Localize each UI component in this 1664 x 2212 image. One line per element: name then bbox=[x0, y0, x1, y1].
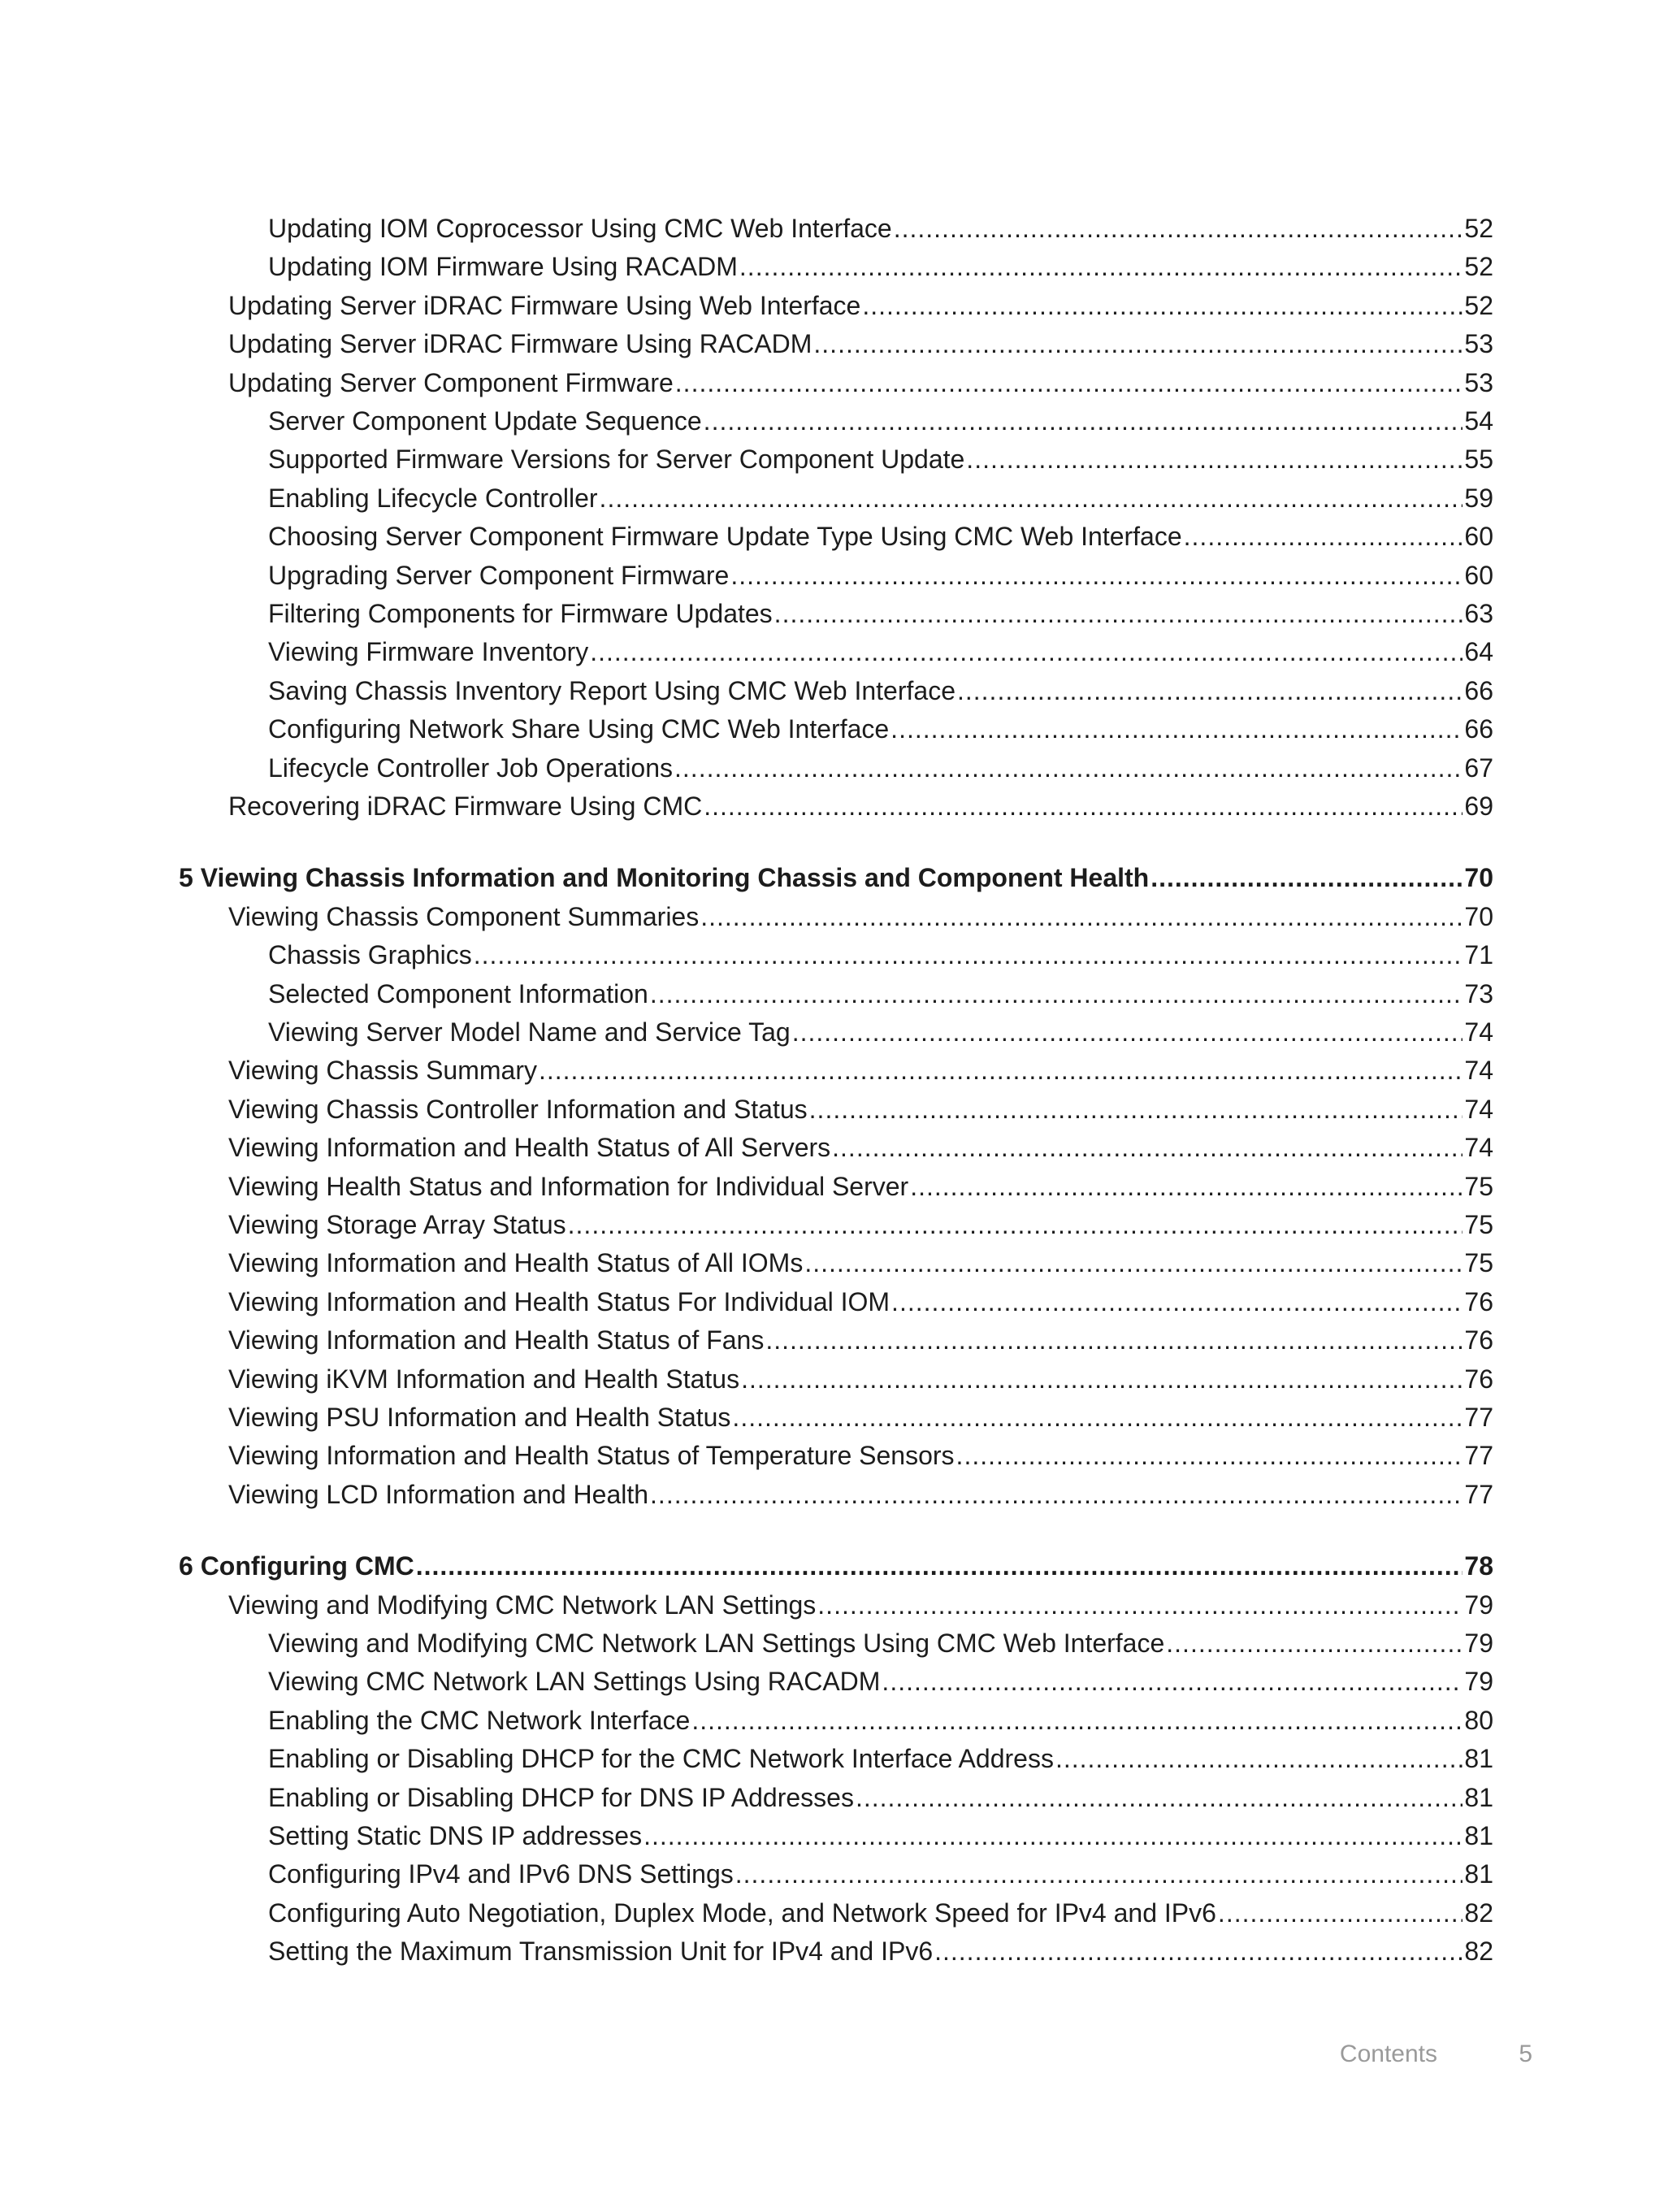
toc-entry-title: Chassis Graphics bbox=[268, 940, 472, 969]
toc-entry[interactable] bbox=[268, 1892, 1493, 1929]
toc-dot-leader bbox=[732, 1401, 1462, 1433]
toc-entry-page: 54 bbox=[1464, 406, 1493, 436]
toc-entry[interactable] bbox=[228, 1088, 1493, 1126]
toc-dot-leader bbox=[817, 1589, 1462, 1621]
toc-entry-title: Selected Component Information bbox=[268, 979, 648, 1008]
toc-dot-leader bbox=[1166, 1627, 1462, 1659]
toc-entry-page: 52 bbox=[1464, 291, 1493, 320]
page-footer bbox=[0, 2038, 1664, 2071]
toc-entry-page: 81 bbox=[1464, 1821, 1493, 1850]
toc-entry-page: 60 bbox=[1464, 561, 1493, 590]
toc-entry[interactable] bbox=[268, 1622, 1493, 1659]
toc-entry-page: 77 bbox=[1464, 1403, 1493, 1432]
toc-entry[interactable] bbox=[228, 284, 1493, 322]
toc-entry-title: Viewing Information and Health Status of All IOMs bbox=[228, 1248, 804, 1277]
toc-entry-page: 80 bbox=[1464, 1706, 1493, 1735]
toc-entry-title: Viewing LCD Information and Health bbox=[228, 1480, 649, 1509]
toc-dot-leader bbox=[644, 1819, 1462, 1852]
toc-entry-title: Configuring IPv4 and IPv6 DNS Settings bbox=[268, 1859, 734, 1889]
footer-section-label: Contents bbox=[1339, 2041, 1437, 2067]
toc-dot-leader bbox=[862, 289, 1462, 322]
toc-entry-title: Setting Static DNS IP addresses bbox=[268, 1821, 643, 1850]
toc-entry[interactable] bbox=[228, 1584, 1493, 1621]
toc-entry-title: Updating Server iDRAC Firmware Using Web Interface bbox=[228, 291, 861, 320]
toc-entry-page: 77 bbox=[1464, 1480, 1493, 1509]
toc-entry-title: Viewing Health Status and Information for Individual Server bbox=[228, 1172, 909, 1201]
toc-entry[interactable] bbox=[268, 1699, 1493, 1737]
toc-entry[interactable] bbox=[268, 1737, 1493, 1775]
toc-entry-title: Updating Server iDRAC Firmware Using RACADM bbox=[228, 329, 812, 358]
toc-entry-title: Viewing Chassis Component Summaries bbox=[228, 902, 700, 931]
toc-dot-leader bbox=[691, 1704, 1462, 1737]
toc-entry[interactable] bbox=[228, 1281, 1493, 1318]
toc-dot-leader bbox=[832, 1131, 1462, 1164]
toc-entry[interactable] bbox=[228, 1434, 1493, 1472]
toc-dot-leader bbox=[650, 1478, 1462, 1511]
toc-dot-leader bbox=[474, 939, 1463, 971]
toc-dot-leader bbox=[809, 1093, 1463, 1126]
toc-entry[interactable] bbox=[228, 323, 1493, 360]
toc-entry-page: 59 bbox=[1464, 484, 1493, 513]
toc-entry-title: Enabling or Disabling DHCP for the CMC Network Interface Address bbox=[268, 1744, 1054, 1773]
toc-entry-page: 74 bbox=[1464, 1095, 1493, 1124]
toc-entry-page: 76 bbox=[1464, 1364, 1493, 1394]
toc-entry[interactable] bbox=[268, 631, 1493, 668]
toc-entry[interactable] bbox=[228, 1319, 1493, 1356]
toc-entry-page: 74 bbox=[1464, 1133, 1493, 1162]
toc-entry-title: Enabling the CMC Network Interface bbox=[268, 1706, 691, 1735]
toc-dot-leader bbox=[792, 1016, 1463, 1048]
toc-dot-leader bbox=[739, 250, 1463, 283]
toc-dot-leader bbox=[891, 1286, 1462, 1318]
toc-entry[interactable] bbox=[268, 1930, 1493, 1967]
toc-dot-leader bbox=[1150, 861, 1462, 894]
toc-dot-leader bbox=[704, 405, 1463, 437]
toc-entry-title: Updating IOM Coprocessor Using CMC Web Interface bbox=[268, 214, 892, 243]
toc-entry-title: Choosing Server Component Firmware Update Type Using CMC Web Interface bbox=[268, 522, 1182, 551]
toc-entry-page: 74 bbox=[1464, 1056, 1493, 1085]
toc-entry-title: Viewing iKVM Information and Health Status bbox=[228, 1364, 740, 1394]
toc-dot-leader bbox=[735, 1858, 1463, 1890]
toc-entry-page: 52 bbox=[1464, 214, 1493, 243]
toc-dot-leader bbox=[590, 635, 1462, 668]
toc-entry-title: Lifecycle Controller Job Operations bbox=[268, 753, 674, 783]
toc-entry-page: 64 bbox=[1464, 637, 1493, 666]
toc-entry[interactable] bbox=[268, 515, 1493, 553]
toc-entry-page: 70 bbox=[1464, 863, 1493, 892]
toc-entry-page: 71 bbox=[1464, 940, 1493, 969]
toc-dot-leader bbox=[910, 1170, 1462, 1203]
toc-dot-leader bbox=[890, 713, 1462, 745]
toc-entry-title: Configuring Network Share Using CMC Web Interface bbox=[268, 714, 890, 744]
toc-entry-title: Updating IOM Firmware Using RACADM bbox=[268, 252, 738, 281]
toc-entry-title: Setting the Maximum Transmission Unit for IPv4 and IPv6 bbox=[268, 1937, 934, 1966]
toc-dot-leader bbox=[704, 790, 1462, 822]
toc-dot-leader bbox=[804, 1247, 1462, 1279]
toc-entry-page: 75 bbox=[1464, 1172, 1493, 1201]
toc-entry[interactable] bbox=[268, 1011, 1493, 1048]
toc-entry-page: 70 bbox=[1464, 902, 1493, 931]
toc-entry[interactable] bbox=[268, 973, 1493, 1010]
toc-entry-page: 55 bbox=[1464, 445, 1493, 474]
toc-entry[interactable] bbox=[268, 400, 1493, 437]
toc-dot-leader bbox=[650, 978, 1463, 1010]
toc-entry[interactable] bbox=[268, 1853, 1493, 1890]
toc-entry-page: 75 bbox=[1464, 1248, 1493, 1277]
toc-entry-title: Enabling or Disabling DHCP for DNS IP Addresses bbox=[268, 1783, 854, 1812]
toc-entry-title: Recovering iDRAC Firmware Using CMC bbox=[228, 792, 703, 821]
toc-entry-page: 53 bbox=[1464, 368, 1493, 397]
toc-entry-title: Viewing Storage Array Status bbox=[228, 1210, 566, 1239]
toc-entry[interactable] bbox=[268, 592, 1493, 630]
toc-entry-title: Configuring Auto Negotiation, Duplex Mode, and Network Speed for IPv4 and IPv6 bbox=[268, 1898, 1216, 1928]
toc-entry[interactable] bbox=[228, 1396, 1493, 1433]
toc-entry[interactable] bbox=[228, 1242, 1493, 1279]
toc-entry[interactable] bbox=[228, 1049, 1493, 1086]
toc-entry-title: Viewing PSU Information and Health Status bbox=[228, 1403, 731, 1432]
toc-entry-title: Updating Server Component Firmware bbox=[228, 368, 674, 397]
toc-dot-leader bbox=[934, 1935, 1462, 1967]
toc-entry-page: 79 bbox=[1464, 1629, 1493, 1658]
toc-entry[interactable] bbox=[268, 438, 1493, 475]
toc-entry-page: 79 bbox=[1464, 1667, 1493, 1696]
toc-entry-page: 52 bbox=[1464, 252, 1493, 281]
toc-dot-leader bbox=[741, 1363, 1462, 1395]
toc-entry-title: Viewing CMC Network LAN Settings Using RACADM bbox=[268, 1667, 881, 1696]
toc-entry-title: Saving Chassis Inventory Report Using CMC Web Interface bbox=[268, 676, 956, 705]
toc-entry-title: Viewing and Modifying CMC Network LAN Settings Using CMC Web Interface bbox=[268, 1629, 1165, 1658]
toc-dot-leader bbox=[957, 674, 1462, 707]
toc-entry[interactable] bbox=[268, 207, 1493, 245]
toc-entry-page: 79 bbox=[1464, 1590, 1493, 1620]
toc-entry-page: 81 bbox=[1464, 1744, 1493, 1773]
toc-entry-page: 76 bbox=[1464, 1287, 1493, 1316]
toc-entry-title: Viewing Server Model Name and Service Tag bbox=[268, 1017, 791, 1047]
toc-dot-leader bbox=[956, 1439, 1463, 1472]
toc-entry-title: Viewing and Modifying CMC Network LAN Settings bbox=[228, 1590, 817, 1620]
toc-dot-leader bbox=[568, 1208, 1463, 1241]
toc-chapter-entry[interactable] bbox=[179, 1545, 1493, 1582]
toc-dot-leader bbox=[416, 1550, 1463, 1582]
toc-entry-page: 81 bbox=[1464, 1783, 1493, 1812]
toc-dot-leader bbox=[856, 1781, 1462, 1814]
toc-entry-title: Viewing Chassis Controller Information and Status bbox=[228, 1095, 808, 1124]
toc-dot-leader bbox=[1184, 520, 1463, 553]
toc-entry-title: Supported Firmware Versions for Server Component Update bbox=[268, 445, 965, 474]
toc-entry[interactable] bbox=[228, 1204, 1493, 1241]
toc-entry-page: 82 bbox=[1464, 1937, 1493, 1966]
toc-entry[interactable] bbox=[268, 934, 1493, 971]
toc-entry-title: Viewing Information and Health Status of Temperature Sensors bbox=[228, 1441, 955, 1470]
toc-entry-page: 81 bbox=[1464, 1859, 1493, 1889]
toc-entry-title: 5 Viewing Chassis Information and Monitoring Chassis and Component Health bbox=[179, 863, 1150, 892]
toc-dot-leader bbox=[674, 752, 1462, 784]
toc-entry[interactable] bbox=[228, 1358, 1493, 1395]
toc-dot-leader bbox=[966, 443, 1462, 475]
toc-entry[interactable] bbox=[228, 785, 1493, 822]
toc-entry-title: Viewing Information and Health Status For Individual IOM bbox=[228, 1287, 890, 1316]
toc-entry[interactable] bbox=[228, 362, 1493, 399]
toc-entry-title: Filtering Components for Firmware Updates bbox=[268, 599, 773, 628]
toc-entry-title: 6 Configuring CMC bbox=[179, 1551, 414, 1581]
toc-entry-page: 78 bbox=[1464, 1551, 1493, 1581]
toc-entry[interactable] bbox=[228, 896, 1493, 933]
toc-dot-leader bbox=[813, 327, 1462, 360]
toc-entry[interactable] bbox=[228, 1165, 1493, 1203]
toc-entry-title: Viewing Chassis Summary bbox=[228, 1056, 537, 1085]
toc-entry[interactable] bbox=[268, 670, 1493, 707]
toc-entry-title: Server Component Update Sequence bbox=[268, 406, 702, 436]
toc-chapter-entry[interactable] bbox=[179, 857, 1493, 894]
toc-dot-leader bbox=[1055, 1742, 1462, 1775]
toc-entry-page: 77 bbox=[1464, 1441, 1493, 1470]
toc-dot-leader bbox=[1218, 1897, 1462, 1929]
toc-entry[interactable] bbox=[268, 708, 1493, 745]
toc-entry-title: Viewing Information and Health Status of Fans bbox=[228, 1325, 765, 1355]
toc-dot-leader bbox=[765, 1324, 1462, 1356]
toc-entry[interactable] bbox=[268, 1776, 1493, 1814]
toc-entry-page: 66 bbox=[1464, 676, 1493, 705]
toc-dot-leader bbox=[539, 1054, 1462, 1086]
toc-entry-title: Viewing Information and Health Status of All Servers bbox=[228, 1133, 831, 1162]
toc-entry[interactable] bbox=[268, 554, 1493, 592]
toc-entry[interactable] bbox=[268, 1660, 1493, 1698]
toc-entry-page: 69 bbox=[1464, 792, 1493, 821]
toc-entry-page: 67 bbox=[1464, 753, 1493, 783]
toc-entry[interactable] bbox=[268, 747, 1493, 784]
toc-dot-leader bbox=[700, 900, 1462, 933]
toc-entry-page: 66 bbox=[1464, 714, 1493, 744]
toc-entry[interactable] bbox=[268, 1815, 1493, 1852]
toc-entry-page: 75 bbox=[1464, 1210, 1493, 1239]
toc-entry-page: 60 bbox=[1464, 522, 1493, 551]
toc-entry[interactable] bbox=[228, 1126, 1493, 1164]
toc-entry-title: Viewing Firmware Inventory bbox=[268, 637, 589, 666]
toc-entry-page: 53 bbox=[1464, 329, 1493, 358]
toc-entry-page: 74 bbox=[1464, 1017, 1493, 1047]
toc-dot-leader bbox=[730, 559, 1462, 592]
toc-dot-leader bbox=[774, 597, 1463, 630]
toc-entry-page: 63 bbox=[1464, 599, 1493, 628]
toc-entry-page: 73 bbox=[1464, 979, 1493, 1008]
toc-dot-leader bbox=[882, 1665, 1462, 1698]
toc-entry-title: Upgrading Server Component Firmware bbox=[268, 561, 730, 590]
toc-dot-leader bbox=[894, 212, 1463, 245]
toc-dot-leader bbox=[600, 482, 1463, 514]
toc-entry-page: 82 bbox=[1464, 1898, 1493, 1928]
toc-entry[interactable] bbox=[268, 477, 1493, 514]
toc-dot-leader bbox=[675, 366, 1463, 399]
toc-entry-title: Enabling Lifecycle Controller bbox=[268, 484, 598, 513]
toc-entry[interactable] bbox=[228, 1473, 1493, 1511]
footer-page-number: 5 bbox=[1519, 2041, 1532, 2067]
toc-entry[interactable] bbox=[268, 245, 1493, 283]
toc-entry-page: 76 bbox=[1464, 1325, 1493, 1355]
